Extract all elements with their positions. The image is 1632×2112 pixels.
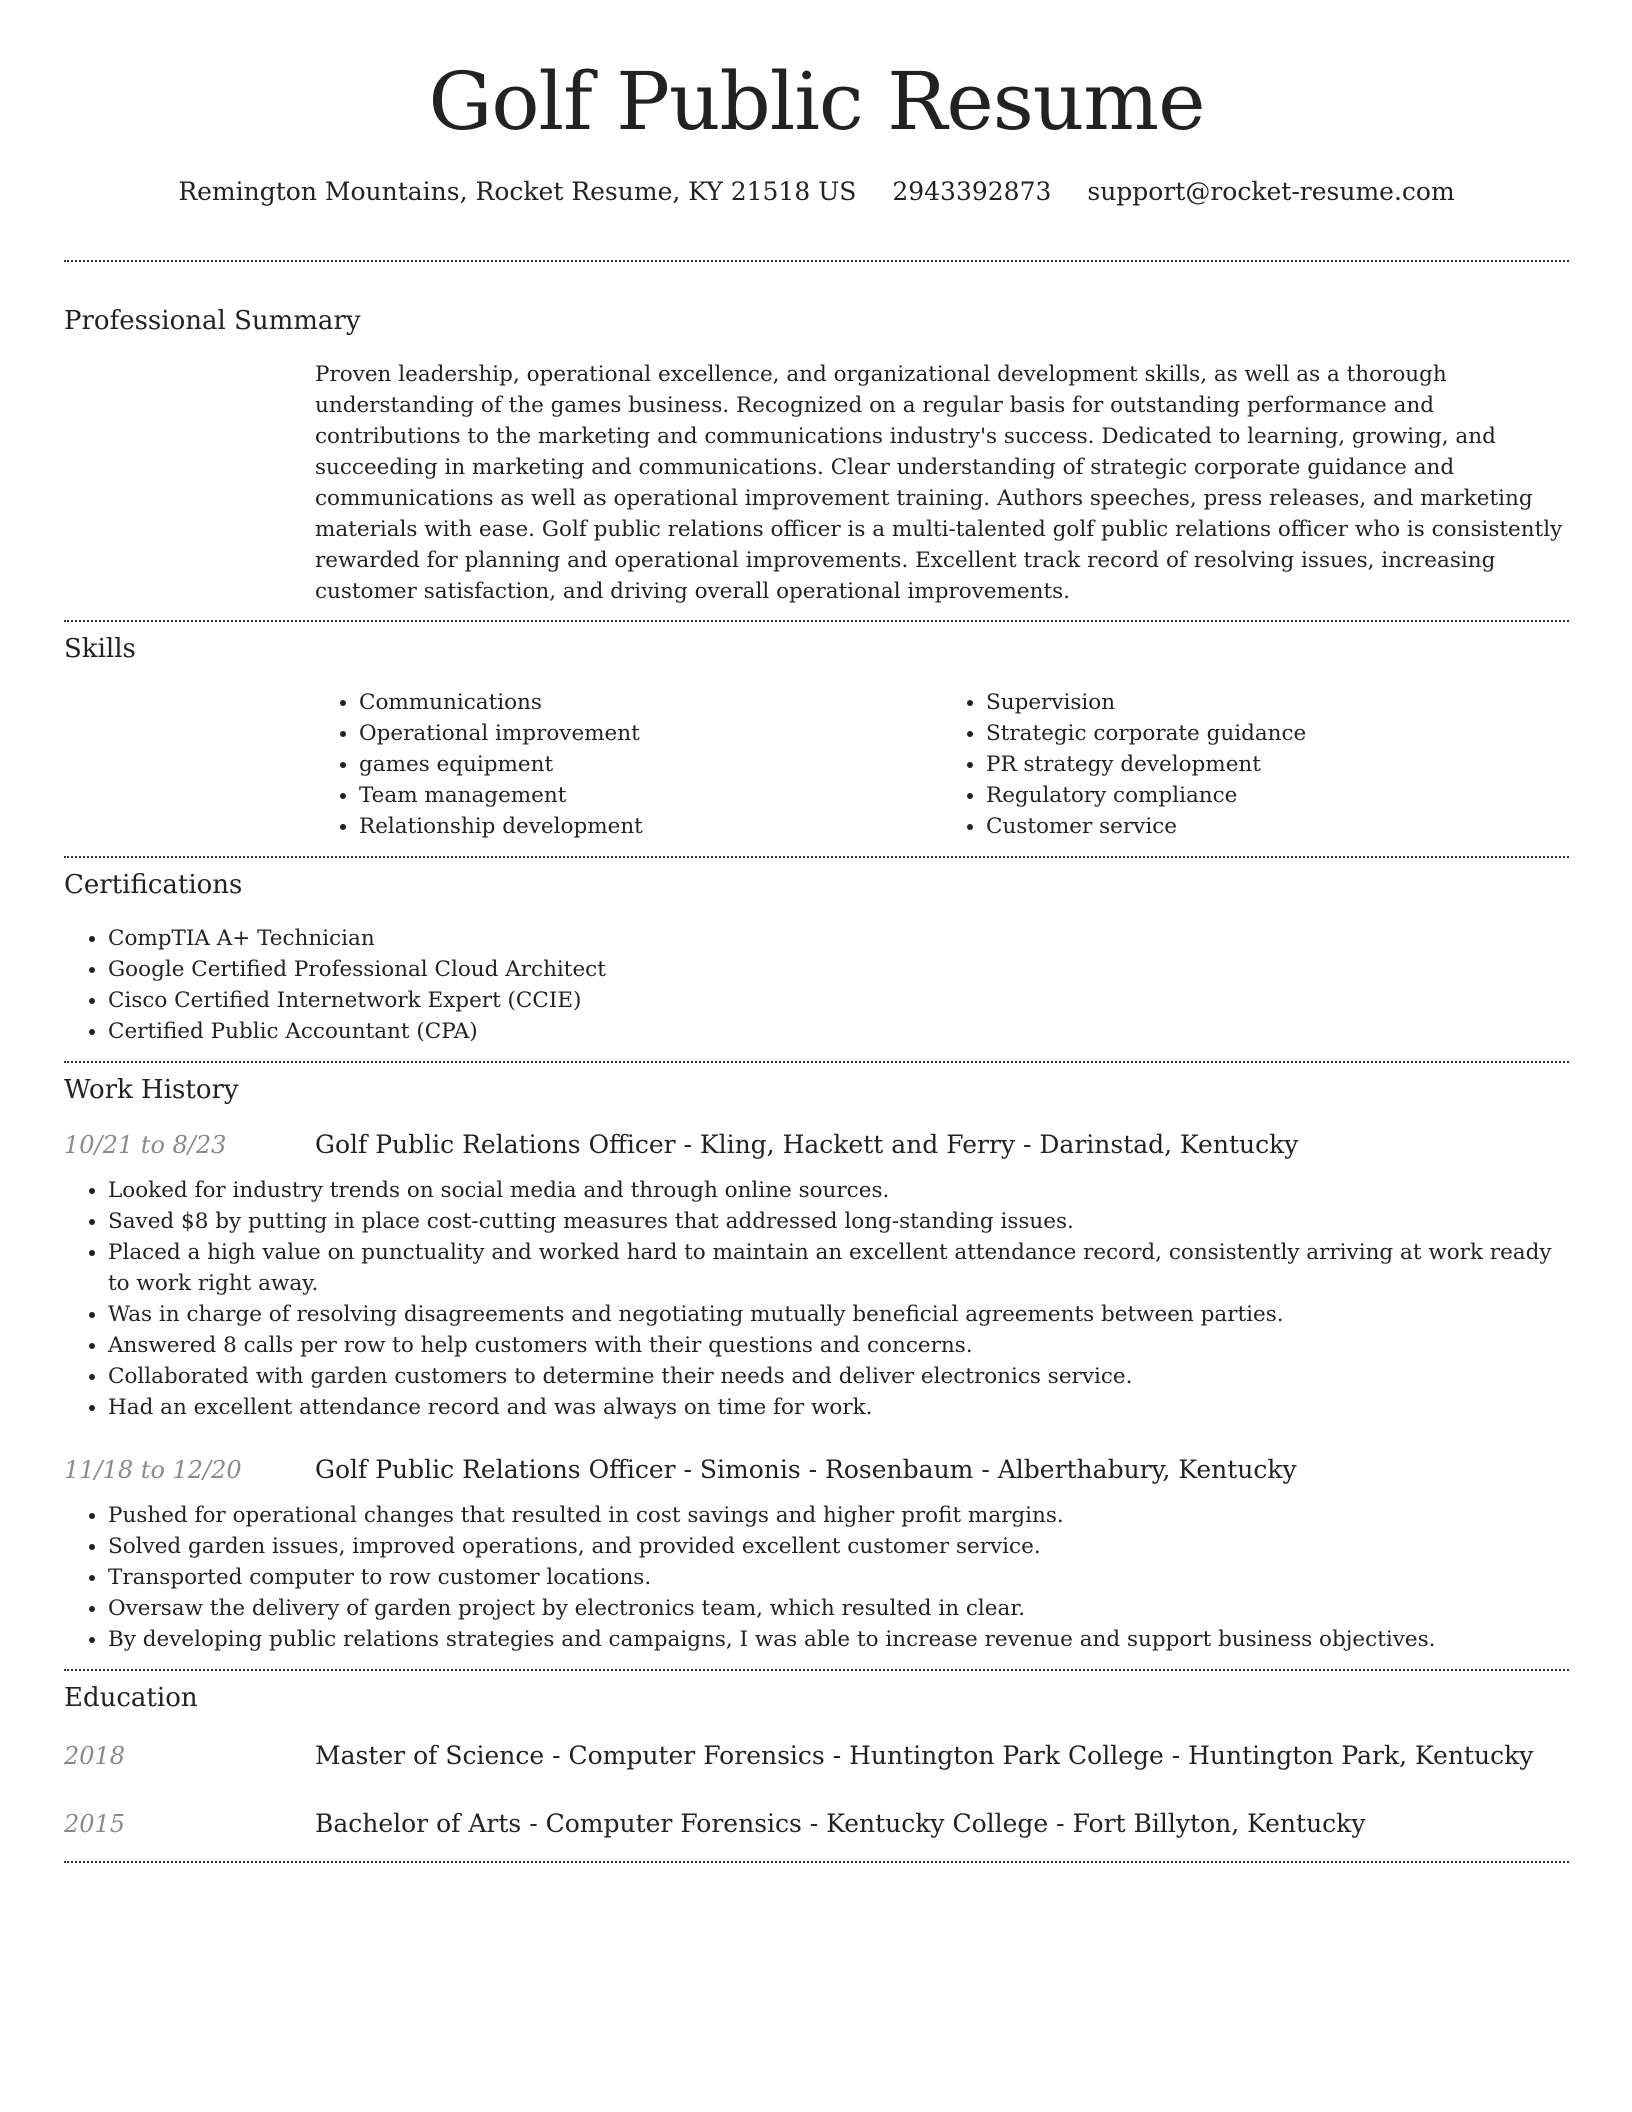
job-bullets (64, 1500, 1569, 1655)
contact-line (64, 174, 1569, 210)
job-bullet: • Looked for industry trends on social media and through online sources. (108, 1175, 1569, 1206)
contact-phone: 2943392873 (892, 177, 1052, 206)
job-heading: Golf Public Relations Officer - Simonis - Rosenbaum - Alberthabury, Kentucky (315, 1455, 1297, 1484)
education-heading: Bachelor of Arts - Computer Forensics - Kentucky College - Fort Billyton, Kentucky (315, 1809, 1366, 1838)
education-entry (64, 1807, 1569, 1841)
skills-column-right (942, 687, 1569, 842)
skills-column-left (315, 687, 942, 842)
skill-item: • Strategic corporate guidance (986, 718, 1569, 749)
education-section (64, 1681, 1569, 1841)
summary-text: Proven leadership, operational excellence, and organizational development skills, as well as a thorough understanding of the games business. Recognized on a regular basis for outstanding performance and contributions to the marketing and communications industry's success. Dedicated to learning, growing, and succeeding in marketing and communications. Clear understanding of strategic corporate guidance and communications as well as operational improvement training. Authors speeches, press releases, and marketing materials with ease. Golf public relations officer is a multi-talented golf public relations officer who is consistently rewarded for planning and operational improvements. Excellent track record of resolving issues, increasing customer satisfaction, and driving overall operational improvements. (315, 362, 1563, 604)
job-bullet: • Saved $8 by putting in place cost-cutting measures that addressed long-standing issues. (108, 1206, 1569, 1237)
certification-item: • Google Certified Professional Cloud Architect (108, 954, 1569, 985)
skill-item: • Communications (359, 687, 942, 718)
divider (64, 856, 1569, 858)
certification-item: • Cisco Certified Internetwork Expert (CCIE) (108, 985, 1569, 1016)
skill-item: • Regulatory compliance (986, 780, 1569, 811)
divider (64, 260, 1569, 262)
divider (64, 1061, 1569, 1063)
job-bullet: • Pushed for operational changes that resulted in cost savings and higher profit margins. (108, 1500, 1569, 1531)
resume-name: Golf Public Resume (428, 55, 1205, 148)
skill-item: • Supervision (986, 687, 1569, 718)
skill-item: • Team management (359, 780, 942, 811)
skills-section (64, 632, 1569, 842)
section-title-summary: Professional Summary (64, 306, 361, 336)
job-bullet: • Transported computer to row customer locations. (108, 1562, 1569, 1593)
section-title-education: Education (64, 1683, 198, 1713)
job-bullet: • Was in charge of resolving disagreements and negotiating mutually beneficial agreements between parties. (108, 1299, 1569, 1330)
certification-item: • Certified Public Accountant (CPA) (108, 1016, 1569, 1047)
section-title-work-history: Work History (64, 1075, 239, 1105)
job-entry (64, 1453, 1569, 1487)
education-entry (64, 1739, 1569, 1773)
section-title-certifications: Certifications (64, 870, 243, 900)
divider (64, 620, 1569, 622)
divider (64, 1669, 1569, 1671)
job-dates: 11/18 to 12/20 (64, 1456, 242, 1484)
education-year: 2015 (64, 1810, 126, 1838)
skill-item: • Customer service (986, 811, 1569, 842)
skill-item: • PR strategy development (986, 749, 1569, 780)
job-bullet: • Placed a high value on punctuality and worked hard to maintain an excellent attendance record, consistently arriving at work ready to work right away. (108, 1237, 1569, 1299)
job-heading: Golf Public Relations Officer - Kling, Hackett and Ferry - Darinstad, Kentucky (315, 1130, 1299, 1159)
education-heading: Master of Science - Computer Forensics - Huntington Park College - Huntington Park, Kentucky (315, 1741, 1534, 1770)
certification-item: • CompTIA A+ Technician (108, 923, 1569, 954)
education-year: 2018 (64, 1742, 126, 1770)
contact-address: Remington Mountains, Rocket Resume, KY 21518 US (178, 177, 857, 206)
skill-item: • games equipment (359, 749, 942, 780)
job-dates: 10/21 to 8/23 (64, 1131, 227, 1159)
skill-item: • Relationship development (359, 811, 942, 842)
summary-section (64, 304, 1569, 607)
divider (64, 1861, 1569, 1863)
skill-item: • Operational improvement (359, 718, 942, 749)
certifications-list (64, 923, 1569, 1047)
job-bullet: • Collaborated with garden customers to determine their needs and deliver electronics service. (108, 1361, 1569, 1392)
job-bullets (64, 1175, 1569, 1423)
job-bullet: • Answered 8 calls per row to help customers with their questions and concerns. (108, 1330, 1569, 1361)
job-bullet: • Solved garden issues, improved operations, and provided excellent customer service. (108, 1531, 1569, 1562)
resume-page (64, 0, 1569, 1863)
work-history-section (64, 1073, 1569, 1655)
job-bullet: • Oversaw the delivery of garden project by electronics team, which resulted in clear. (108, 1593, 1569, 1624)
job-bullet: • Had an excellent attendance record and was always on time for work. (108, 1392, 1569, 1423)
contact-email: support@rocket-resume.com (1087, 177, 1455, 206)
skills-list (315, 687, 1569, 842)
certifications-section (64, 868, 1569, 1047)
section-title-skills: Skills (64, 634, 136, 664)
job-bullet: • By developing public relations strategies and campaigns, I was able to increase revenue and support business objectives. (108, 1624, 1569, 1655)
job-entry (64, 1128, 1569, 1162)
